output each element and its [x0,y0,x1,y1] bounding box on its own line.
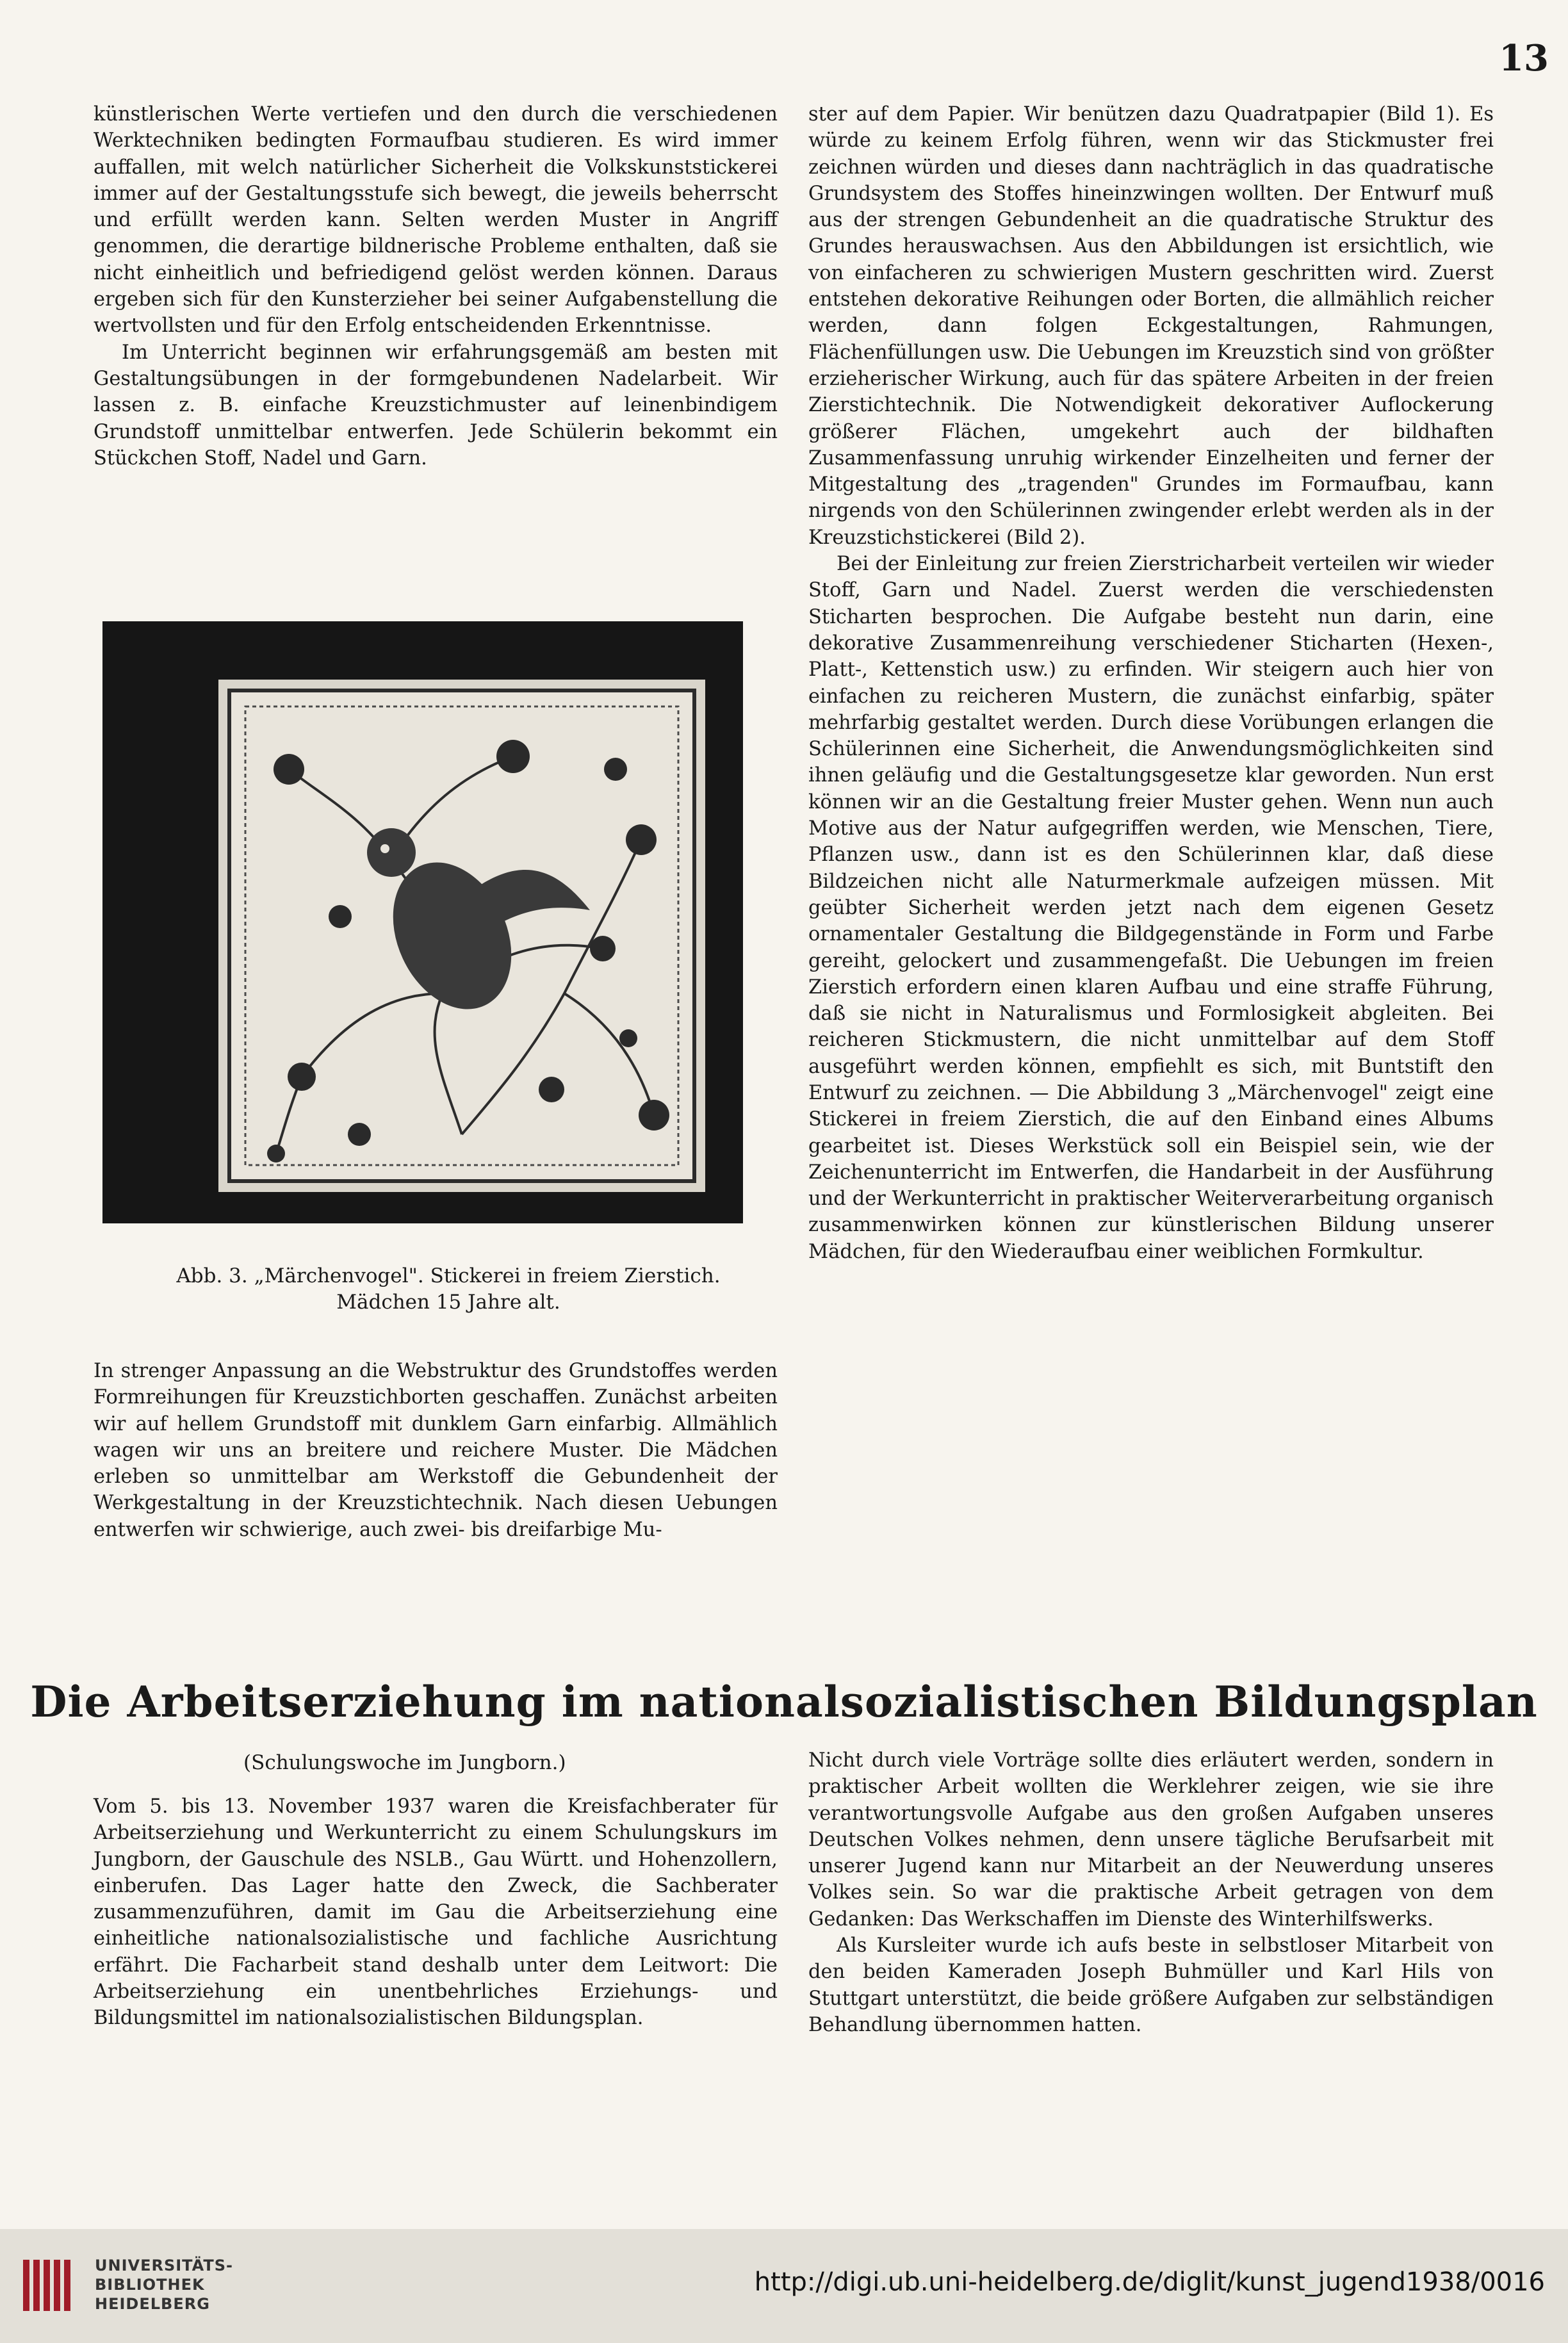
caption-line: Abb. 3. „Märchenvogel". Stickerei in freiem Zierstich. [176,1264,721,1287]
library-logo-icon [18,2255,79,2316]
column-bottom-left [94,1358,778,1543]
article-column-right [808,1747,1494,2038]
paragraph: künstlerischen Werte vertiefen und den durch die verschiedenen Werktechniken bedingten Formaufbau studieren. Es wird immer auffallen, mit welch natürlicher Sicherheit die Volkskunststickerei immer auf der Gestaltungsstufe sich bewegt, die jeweils beherrscht und erfüllt werden kann. Selten werden Muster in Angriff genommen, die derartige bildnerische Probleme enthalten, daß sie nicht einheitlich und befriedigend gelöst werden können. Daraus ergeben sich für den Kunsterzieher bei seiner Aufgabenstellung die wertvollsten und für den Erfolg entscheidenden Erkenntnisse. [94,103,778,338]
article-subhead: (Schulungswoche im Jungborn.) [243,1751,566,1774]
embroidery-photo [102,621,743,1223]
paragraph: Nicht durch viele Vorträge sollte dies erläutert werden, sondern in praktischer Arbeit wollten die Werklehrer zeigen, wie sie ihre verantwortungsvolle Aufgabe aus den großen Aufgaben unseres Deutschen Volkes nehmen, denn unsere tägliche Berufsarbeit mit unserer Jugend kann nur Mitarbeit an der Neuwerdung unseres Volkes sein. So war die praktische Arbeit getragen von dem Gedanken: Das Werkschaffen im Dienste des Winterhilfswerks. [808,1749,1494,1931]
digitization-url[interactable]: http://digi.ub.uni-heidelberg.de/diglit/kunst_jugend1938/0016 [754,2267,1545,2297]
embroidered-cloth [227,689,696,1183]
column-top-right [808,101,1494,1265]
paragraph: ster auf dem Papier. Wir benützen dazu Quadratpapier (Bild 1). Es würde zu keinem Erfolg führen, wenn wir das Stickmuster frei zeichnen würden und dieses dann nachträglich in das quadratische Grundsystem des Stoffes hineinzwingen wollten. Der Entwurf muß aus der strengen Gebundenheit an die quadratische Struktur des Grundes herauswachsen. Aus den Abbildungen ist ersichtlich, wie von einfacheren zu schwierigen Mustern geschritten wird. Zuerst entstehen dekorative Reihungen oder Borten, die allmählich reicher werden, dann folgen Eckgestaltungen, Rahmungen, Flächenfüllungen usw. Die Uebungen im Kreuzstich sind von größter erzieherischer Wirkung, auch für das spätere Arbeiten in der freien Zierstichtechnik. Die Notwendigkeit dekorativer Auflockerung größerer Flächen, umgekehrt auch der bildhaften Zusammenfassung unruhig wirkender Einzelheiten und ferner der Mitgestaltung des „tragenden" Grundes im Formaufbau, kann nirgends von den Schülerinnen zwingender erlebt werden als in der Kreuzstichstickerei (Bild 2). [808,103,1494,549]
figure-caption [122,1263,775,1316]
column-top-left [94,101,778,471]
paragraph: Bei der Einleitung zur freien Zierstricharbeit verteilen wir wieder Stoff, Garn und Nadel. Zuerst werden die verschiedensten Sticharten besprochen. Die Aufgabe besteht nun darin, eine dekorative Zusammenreihung verschiedener Sticharten (Hexen-, Platt-, Kettenstich usw.) zu erfinden. Wir steigern auch hier von einfachen zu reicheren Mustern, die zunächst einfarbig, später mehrfarbig gestaltet werden. Durch diese Vorübungen erlangen die Schülerinnen eine Sicherheit, die Anwendungsmöglichkeiten sind ihnen geläufig und die Gestaltungsgesetze klar geworden. Nun erst können wir an die Gestaltung freier Muster gehen. Wenn nun auch Motive aus der Natur aufgegriffen werden, wie Menschen, Tiere, Pflanzen usw., dann ist es den Schülerinnen klar, daß diese Bildzeichen nicht alle Naturmerkmale aufzeigen müssen. Mit geübter Sicherheit werden jetzt nach dem eigenen Gesetz ornamentaler Gestaltung die Bildgegenstände in Form und Farbe gereiht, gelockert und zusammengefaßt. Die Uebungen im freien Zierstich erfordern einen klaren Aufbau und eine straffe Führung, daß sie nicht in Naturalismus und Formlosigkeit abgleiten. Bei reicheren Stickmustern, die nicht unmittelbar auf dem Stoff ausgeführt werden können, empfiehlt es sich, mit Buntstift den Entwurf zu zeichnen. — Die Abbildung 3 „Märchenvogel" zeigt eine Stickerei in freiem Zierstich, die auf den Einband eines Albums gearbeitet ist. Dieses Werkstück soll ein Beispiel sein, wie der Zeichenunterricht im Entwerfen, die Handarbeit in der Ausführung und der Werkunterricht in praktischer Weiterverarbeitung organisch zusammenwirken können zur künstlerischen Bildung unserer Mädchen, für den Wiederaufbau einer weiblichen Formkultur. [808,553,1494,1263]
caption-line: Mädchen 15 Jahre alt. [336,1291,560,1314]
paragraph: Als Kursleiter wurde ich aufs beste in selbstloser Mitarbeit von den beiden Kameraden Joseph Buhmüller und Karl Hils von Stuttgart unterstützt, die beide größere Aufgaben zur selbständigen Behandlung übernommen hatten. [808,1934,1494,2036]
library-footer [0,2229,1568,2343]
library-name-line: HEIDELBERG [95,2295,210,2313]
bird-embroidery-illustration [231,692,692,1179]
paragraph: Im Unterricht beginnen wir erfahrungsgemäß am besten mit Gestaltungsübungen in der formgebundenen Nadelarbeit. Wir lassen z. B. einfache Kreuzstichmuster auf leinenbindigem Grundstoff unmittelbar entwerfen. Jede Schülerin bekommt ein Stückchen Stoff, Nadel und Garn. [94,341,778,469]
article-column-left [94,1793,778,2032]
paragraph: In strenger Anpassung an die Webstruktur des Grundstoffes werden Formreihungen für Kreuzstichborten geschaffen. Zunächst arbeiten wir auf hellem Grundstoff mit dunklem Garn einfarbig. Allmählich wagen wir uns an breitere und reichere Muster. Die Mädchen erleben so unmittelbar am Werkstoff die Gebundenheit der Werkgestaltung in der Kreuzstichtechnik. Nach diesen Uebungen entwerfen wir schwierige, auch zwei- bis dreifarbige Mu- [94,1360,778,1541]
page-number: 13 [1499,37,1549,79]
article-headline: Die Arbeitserziehung im nationalsozialistischen Bildungsplan [30,1677,1538,1727]
library-name [95,2256,233,2314]
paragraph: Vom 5. bis 13. November 1937 waren die Kreisfachberater für Arbeitserziehung und Werkunterricht zu einem Schulungskurs im Jungborn, der Gauschule des NSLB., Gau Württ. und Hohenzollern, einberufen. Das Lager hatte den Zweck, die Sachberater zusammenzuführen, damit im Gau die Arbeitserziehung eine einheitliche nationalsozialistische und fachliche Ausrichtung erfährt. Die Facharbeit stand deshalb unter dem Leitwort: Die Arbeitserziehung ein unentbehrliches Erziehungs- und Bildungsmittel im nationalsozialistischen Bildungsplan. [94,1795,778,2030]
library-name-line: BIBLIOTHEK [95,2276,205,2294]
library-name-line: UNIVERSITÄTS- [95,2257,234,2274]
